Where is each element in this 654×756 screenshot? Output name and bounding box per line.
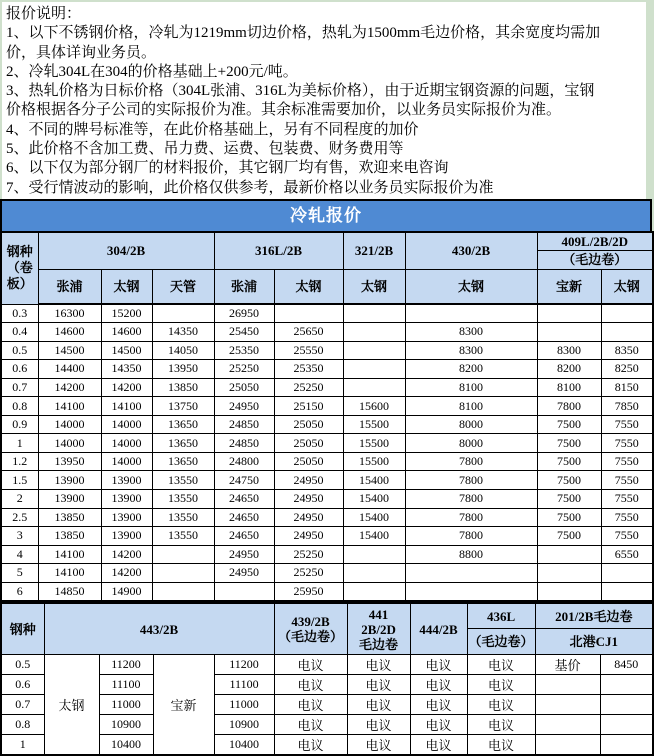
- thickness-label: 3: [1, 527, 38, 546]
- table-row: [1, 397, 653, 416]
- price-cell: 13550: [152, 489, 214, 508]
- note-line: 5、此价格不含加工费、吊力费、运费、包装费、财务费用等: [6, 141, 404, 158]
- price-cell: 7800: [405, 452, 537, 471]
- table-row: [1, 735, 653, 756]
- price-cell: 14200: [38, 378, 101, 397]
- table-row: [1, 715, 653, 735]
- table-row: [1, 655, 653, 675]
- price-cell: 14000: [38, 415, 101, 434]
- thickness-label: 2: [1, 489, 38, 508]
- price-cell: 7500: [537, 434, 601, 453]
- price-cell: [537, 323, 601, 342]
- price-cell: 24950: [274, 508, 343, 527]
- price-cell: 24950: [274, 489, 343, 508]
- thickness-label: 2.5: [1, 508, 38, 527]
- table-row: [1, 341, 653, 360]
- price-cell: [343, 341, 405, 360]
- price-cell: 25250: [274, 378, 343, 397]
- price-cell: 14200: [101, 564, 152, 583]
- price-cell: [343, 304, 405, 323]
- table-row: [1, 675, 653, 695]
- thickness-label: 5: [1, 564, 38, 583]
- price-cell: 6550: [601, 545, 653, 564]
- col-subheader-436l-edge: （毛边卷）: [467, 629, 535, 655]
- negotiable-cell: [535, 715, 600, 735]
- price-cell: 24850: [214, 434, 274, 453]
- thickness-label: 1: [1, 434, 38, 453]
- price-cell: 25950: [274, 582, 343, 601]
- mill-header-taigang: 太钢: [601, 269, 653, 304]
- price-cell: 13550: [152, 471, 214, 490]
- price-cell: 24950: [274, 471, 343, 490]
- corner-header-steel-grade: 钢种（卷板）: [1, 232, 38, 304]
- thickness-label: 0.8: [1, 397, 38, 416]
- price-cell: 14100: [38, 564, 101, 583]
- note-line: 4、不同的牌号标准等，在此价格基础上，另有不同程度的加价: [6, 121, 419, 138]
- price-cell: 26950: [214, 304, 274, 323]
- price-cell: 11200: [214, 655, 274, 675]
- price-cell: 14100: [101, 397, 152, 416]
- price-cell: 7800: [405, 527, 537, 546]
- price-cell: 25050: [274, 452, 343, 471]
- price-cell: 14000: [101, 434, 152, 453]
- price-cell: 8000: [405, 434, 537, 453]
- price-cell: 7550: [601, 434, 653, 453]
- thickness-label: 1.2: [1, 452, 38, 471]
- price-cell: 15500: [343, 434, 405, 453]
- price-cell: 8300: [537, 341, 601, 360]
- group-header-409l: 409L/2B/2D: [537, 232, 653, 250]
- price-cell: 11100: [99, 675, 153, 695]
- col-header-436l: 436L: [467, 603, 535, 629]
- thickness-label: 6: [1, 582, 38, 601]
- col-subheader-beigang-cj1: 北港CJ1: [535, 629, 653, 655]
- price-cell: [152, 304, 214, 323]
- mill-header-taigang: 太钢: [101, 269, 152, 304]
- price-cell: [601, 582, 653, 601]
- thickness-label: 0.7: [1, 695, 44, 715]
- price-cell: 7550: [601, 508, 653, 527]
- table-row: [1, 434, 653, 453]
- table-row: [1, 545, 653, 564]
- price-cell: 25250: [214, 360, 274, 379]
- thickness-label: 0.5: [1, 655, 44, 675]
- note-line: 报价说明：: [6, 6, 82, 22]
- negotiable-cell: 电议: [274, 655, 347, 675]
- table-row: [1, 695, 653, 715]
- price-cell: 15500: [343, 415, 405, 434]
- price-cell: 7550: [601, 452, 653, 471]
- price-cell: [405, 564, 537, 583]
- price-cell: 7800: [405, 508, 537, 527]
- price-cell: [343, 378, 405, 397]
- negotiable-cell: 电议: [274, 695, 347, 715]
- negotiable-cell: 电议: [274, 735, 347, 756]
- negotiable-cell: 电议: [347, 735, 410, 756]
- price-cell: [152, 582, 214, 601]
- negotiable-cell: 电议: [410, 715, 467, 735]
- table-row: [1, 323, 653, 342]
- price-cell: 14000: [101, 452, 152, 471]
- price-cell: 13900: [38, 471, 101, 490]
- price-cell: 8000: [405, 415, 537, 434]
- note-line: 价，具体详询业务员。: [6, 44, 157, 61]
- quotation-notes: [2, 2, 646, 199]
- cold-rolled-price-table: [0, 231, 654, 602]
- price-cell: 13550: [152, 508, 214, 527]
- price-cell: 8300: [405, 341, 537, 360]
- merged-mill-baoxin: 宝新: [153, 655, 214, 756]
- price-cell: [343, 564, 405, 583]
- price-cell: [274, 304, 343, 323]
- table-row: [1, 471, 653, 490]
- note-line: 1、以下不锈钢价格，冷轧为1219mm切边价格，热轧为1500mm毛边价格，其余宽度均需加: [6, 25, 601, 42]
- table-row: [1, 508, 653, 527]
- price-cell: 25250: [274, 564, 343, 583]
- mill-header-zhangpu: 张浦: [214, 269, 274, 304]
- corner-header-steel-grade-2: 钢种: [1, 603, 44, 655]
- negotiable-cell: 电议: [467, 735, 535, 756]
- price-cell: 25250: [274, 545, 343, 564]
- price-cell: 14600: [101, 323, 152, 342]
- price-cell: [537, 564, 601, 583]
- price-cell: 14100: [38, 397, 101, 416]
- price-cell: 14000: [38, 434, 101, 453]
- price-cell: 13900: [101, 527, 152, 546]
- mill-header-baoxin: 宝新: [537, 269, 601, 304]
- price-cell: 24750: [214, 471, 274, 490]
- col-header-439-line2: （毛边卷）: [278, 629, 344, 644]
- thickness-label: 4: [1, 545, 38, 564]
- price-cell: [343, 360, 405, 379]
- mill-header-taigang: 太钢: [274, 269, 343, 304]
- negotiable-cell: 电议: [347, 655, 410, 675]
- price-cell: 25050: [274, 434, 343, 453]
- price-cell: 10900: [99, 715, 153, 735]
- price-cell: 7550: [601, 471, 653, 490]
- table-row: [1, 360, 653, 379]
- col-header-444-2b: 444/2B: [410, 603, 467, 655]
- price-cell: 16300: [38, 304, 101, 323]
- price-cell: 14050: [152, 341, 214, 360]
- group-header-430-2b: 430/2B: [405, 232, 537, 269]
- price-cell: 15200: [101, 304, 152, 323]
- negotiable-cell: [535, 735, 600, 756]
- note-line: 2、冷轧304L在304的价格基础上+200元/吨。: [6, 63, 298, 80]
- price-cell: 14850: [38, 582, 101, 601]
- price-cell: 25050: [274, 415, 343, 434]
- price-cell: 11200: [99, 655, 153, 675]
- price-cell: 8300: [405, 323, 537, 342]
- price-cell: 10400: [214, 735, 274, 756]
- price-cell: 7500: [537, 489, 601, 508]
- mill-header-tianguan: 天管: [152, 269, 214, 304]
- price-cell: 14900: [101, 582, 152, 601]
- price-cell: [214, 582, 274, 601]
- table-row: [1, 378, 653, 397]
- price-cell: 14400: [38, 360, 101, 379]
- secondary-price-table: [0, 602, 654, 756]
- table-row: [1, 489, 653, 508]
- group-header-443-2b: 443/2B: [44, 603, 274, 655]
- price-cell: 13650: [152, 434, 214, 453]
- price-cell: [343, 582, 405, 601]
- price-cell: 25350: [274, 360, 343, 379]
- price-quotation-sheet: [0, 2, 652, 754]
- col-header-439-line1: 439/2B: [291, 614, 330, 629]
- price-cell: 7500: [537, 471, 601, 490]
- price-cell: 25350: [214, 341, 274, 360]
- price-cell: 15400: [343, 489, 405, 508]
- price-cell: 14200: [101, 378, 152, 397]
- negotiable-cell: [535, 675, 600, 695]
- negotiable-cell: 电议: [467, 715, 535, 735]
- thickness-label: 0.6: [1, 675, 44, 695]
- price-cell: 24950: [214, 397, 274, 416]
- negotiable-cell: 电议: [410, 655, 467, 675]
- negotiable-cell: 电议: [274, 715, 347, 735]
- price-cell: 13950: [38, 452, 101, 471]
- price-cell: [600, 695, 653, 715]
- price-cell: 7500: [537, 508, 601, 527]
- price-cell: 7550: [601, 527, 653, 546]
- price-cell: 7800: [405, 489, 537, 508]
- price-cell: 8350: [601, 341, 653, 360]
- group-subheader-409l-edge: （毛边卷）: [537, 250, 653, 269]
- table-title: 冷轧报价: [0, 199, 652, 231]
- price-cell: 14100: [38, 545, 101, 564]
- thickness-label: 0.8: [1, 715, 44, 735]
- group-header-321-2b: 321/2B: [343, 232, 405, 269]
- negotiable-cell: 电议: [410, 675, 467, 695]
- price-cell: 15400: [343, 527, 405, 546]
- price-cell: 8100: [537, 378, 601, 397]
- thickness-label: 1: [1, 735, 44, 756]
- negotiable-cell: 电议: [410, 695, 467, 715]
- negotiable-cell: 电议: [467, 675, 535, 695]
- note-line: 7、受行情波动的影响，此价格仅供参考，最新价格以业务员实际报价为准: [6, 179, 494, 196]
- col-header-441-line3: 毛边卷: [359, 636, 399, 652]
- table-row: [1, 527, 653, 546]
- price-cell: 10900: [214, 715, 274, 735]
- price-cell: 25150: [274, 397, 343, 416]
- price-cell: 13550: [152, 527, 214, 546]
- price-cell: 24950: [214, 545, 274, 564]
- price-cell: 7850: [601, 397, 653, 416]
- price-cell: 7550: [601, 415, 653, 434]
- thickness-label: 0.4: [1, 323, 38, 342]
- price-cell: 24950: [274, 527, 343, 546]
- price-cell: 13900: [101, 489, 152, 508]
- price-cell: 14500: [38, 341, 101, 360]
- thickness-label: 0.3: [1, 304, 38, 323]
- price-cell: 14500: [101, 341, 152, 360]
- group-header-316l-2b: 316L/2B: [214, 232, 343, 269]
- group-header-304-2b: 304/2B: [38, 232, 214, 269]
- price-cell: 24850: [214, 415, 274, 434]
- price-cell: 7500: [537, 452, 601, 471]
- price-cell: 13850: [38, 508, 101, 527]
- price-cell: 24650: [214, 527, 274, 546]
- price-cell: 7500: [537, 415, 601, 434]
- price-cell: 14600: [38, 323, 101, 342]
- price-cell: 13900: [101, 508, 152, 527]
- price-cell: 13850: [38, 527, 101, 546]
- negotiable-cell: [535, 695, 600, 715]
- price-cell: 25450: [214, 323, 274, 342]
- negotiable-cell: 电议: [347, 675, 410, 695]
- price-cell: 14350: [101, 360, 152, 379]
- price-cell: 25050: [214, 378, 274, 397]
- price-cell: [601, 304, 653, 323]
- negotiable-cell: 基价: [535, 655, 600, 675]
- price-cell: [537, 545, 601, 564]
- price-cell: 10400: [99, 735, 153, 756]
- table-row: [1, 564, 653, 583]
- price-cell: 14350: [152, 323, 214, 342]
- price-cell: 8800: [405, 545, 537, 564]
- price-cell: 15600: [343, 397, 405, 416]
- price-cell: 15500: [343, 452, 405, 471]
- price-cell: 25650: [274, 323, 343, 342]
- table-row: [1, 415, 653, 434]
- thickness-label: 0.7: [1, 378, 38, 397]
- note-line: 6、以下仅为部分钢厂的材料报价，其它钢厂均有售，欢迎来电咨询: [6, 160, 449, 177]
- price-cell: 25550: [274, 341, 343, 360]
- price-cell: 13900: [38, 489, 101, 508]
- mill-header-zhangpu: 张浦: [38, 269, 101, 304]
- price-cell: 8200: [405, 360, 537, 379]
- price-cell: [601, 323, 653, 342]
- thickness-label: 0.9: [1, 415, 38, 434]
- price-cell: 13750: [152, 397, 214, 416]
- price-cell: [600, 675, 653, 695]
- price-cell: 11000: [99, 695, 153, 715]
- note-line: 价格根据各分子公司的实际报价为准。其余标准需要加价，以业务员实际报价为准。: [6, 102, 562, 119]
- note-line: 3、热轧价格为日标价格（304L张浦、316L为美标价格），由于近期宝钢资源的问题，宝钢: [6, 83, 595, 100]
- price-cell: 7800: [537, 397, 601, 416]
- price-cell: 13650: [152, 452, 214, 471]
- price-cell: 13650: [152, 415, 214, 434]
- price-cell: 24950: [214, 564, 274, 583]
- thickness-label: 0.5: [1, 341, 38, 360]
- mill-header-taigang: 太钢: [405, 269, 537, 304]
- price-cell: [343, 323, 405, 342]
- price-cell: 14200: [101, 545, 152, 564]
- price-cell: [152, 545, 214, 564]
- price-cell: 8100: [405, 397, 537, 416]
- price-cell: 15400: [343, 471, 405, 490]
- price-cell: [152, 564, 214, 583]
- price-cell: 24650: [214, 508, 274, 527]
- table-row: [1, 452, 653, 471]
- price-cell: [537, 582, 601, 601]
- price-cell: 13900: [101, 471, 152, 490]
- thickness-label: 1.5: [1, 471, 38, 490]
- price-cell: 7500: [537, 527, 601, 546]
- negotiable-cell: 电议: [467, 695, 535, 715]
- price-cell: 11100: [214, 675, 274, 695]
- col-header-439-2b: [274, 603, 347, 655]
- price-cell: [600, 715, 653, 735]
- price-cell: 13850: [152, 378, 214, 397]
- thickness-label: 0.6: [1, 360, 38, 379]
- price-cell: [405, 582, 537, 601]
- price-cell: 14000: [101, 415, 152, 434]
- price-cell: 15400: [343, 508, 405, 527]
- price-cell: [343, 545, 405, 564]
- price-cell: 13950: [152, 360, 214, 379]
- price-cell: 7800: [405, 471, 537, 490]
- price-cell: 8250: [601, 360, 653, 379]
- col-header-441-line2: 2B/2D: [361, 621, 396, 637]
- table-row: [1, 304, 653, 323]
- price-cell: [405, 304, 537, 323]
- negotiable-cell: 电议: [410, 735, 467, 756]
- negotiable-cell: 电议: [467, 655, 535, 675]
- price-cell: [601, 564, 653, 583]
- price-cell: 24800: [214, 452, 274, 471]
- negotiable-cell: 电议: [347, 715, 410, 735]
- col-header-201-2b: 201/2B毛边卷: [535, 603, 653, 629]
- price-cell: 8150: [601, 378, 653, 397]
- price-cell: 8450: [600, 655, 653, 675]
- mill-header-taigang: 太钢: [343, 269, 405, 304]
- negotiable-cell: 电议: [274, 675, 347, 695]
- negotiable-cell: 电议: [347, 695, 410, 715]
- price-cell: [537, 304, 601, 323]
- col-header-441-line1: 441: [368, 606, 389, 622]
- price-cell: 24650: [214, 489, 274, 508]
- price-cell: 8200: [537, 360, 601, 379]
- table-row: [1, 582, 653, 601]
- price-cell: 7550: [601, 489, 653, 508]
- price-cell: 8100: [405, 378, 537, 397]
- col-header-441: [347, 603, 410, 655]
- price-cell: [600, 735, 653, 756]
- merged-mill-taigang: 太钢: [44, 655, 99, 756]
- price-cell: 11000: [214, 695, 274, 715]
